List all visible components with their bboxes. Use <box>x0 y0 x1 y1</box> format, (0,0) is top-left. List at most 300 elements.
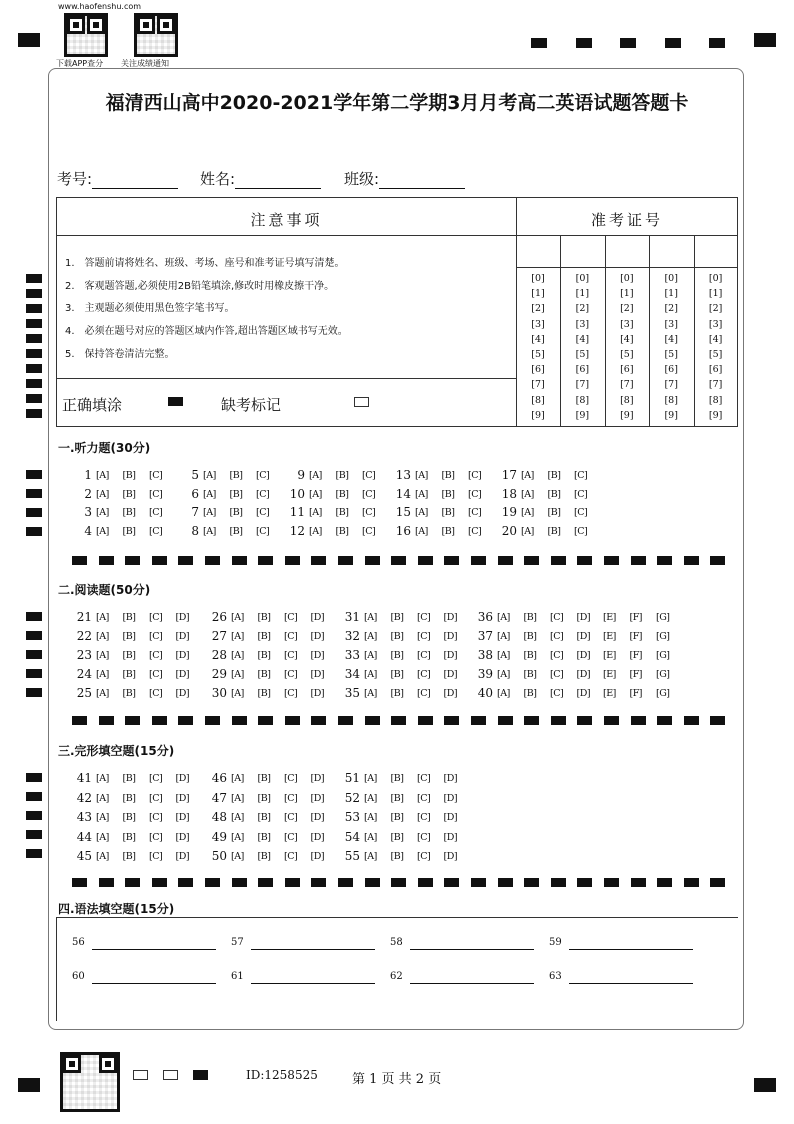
grammar-answer-line[interactable] <box>251 983 375 984</box>
admission-digit-bubble[interactable]: [6] <box>575 364 590 376</box>
answer-option-bubble[interactable]: [D] <box>175 631 190 642</box>
answer-option-bubble[interactable]: [C] <box>149 851 163 862</box>
answer-option-bubble[interactable]: [A] <box>309 470 322 481</box>
answer-option-bubble[interactable]: [D] <box>443 612 458 623</box>
answer-option-bubble[interactable]: [C] <box>417 812 431 823</box>
admission-digit-bubble[interactable]: [5] <box>575 349 590 360</box>
divider-dash <box>311 716 326 725</box>
answer-option-bubble[interactable]: [B] <box>122 669 136 680</box>
answer-option-bubble[interactable]: [A] <box>521 507 534 518</box>
answer-option-bubble[interactable]: [E] <box>603 612 616 623</box>
answer-option-bubble[interactable]: [A] <box>497 612 510 623</box>
answer-option-bubble[interactable]: [C] <box>149 612 163 623</box>
answer-option-bubble[interactable]: [B] <box>335 488 349 500</box>
side-timing-mark <box>26 334 42 343</box>
grammar-answer-line[interactable] <box>569 949 693 950</box>
answer-option-bubble[interactable]: [C] <box>149 631 163 642</box>
answer-option-bubble[interactable]: [C] <box>550 631 564 642</box>
grammar-answer-line[interactable] <box>251 949 375 950</box>
answer-option-bubble[interactable]: [C] <box>550 669 564 680</box>
admission-digit-bubble[interactable]: [1] <box>620 288 634 300</box>
admission-digit-bubble[interactable]: [5] <box>620 349 634 360</box>
answer-option-bubble[interactable]: [B] <box>441 470 455 481</box>
answer-option-bubble[interactable]: [C] <box>256 525 270 537</box>
answer-option-bubble[interactable]: [A] <box>96 792 109 804</box>
answer-option-bubble[interactable]: [D] <box>310 688 325 699</box>
answer-option-bubble[interactable]: [A] <box>96 669 109 680</box>
question-number: 14 <box>395 486 411 501</box>
answer-option-bubble[interactable]: [A] <box>364 688 377 699</box>
answer-option-bubble[interactable]: [C] <box>362 470 376 481</box>
answer-option-bubble[interactable]: [B] <box>122 470 136 481</box>
admission-digit-bubble[interactable]: [0] <box>531 273 545 284</box>
answer-option-bubble[interactable]: [B] <box>257 612 271 623</box>
admission-digit-bubble[interactable]: [6] <box>531 364 545 376</box>
answer-option-bubble[interactable]: [C] <box>284 631 298 642</box>
answer-option-bubble[interactable]: [A] <box>231 612 244 623</box>
answer-option-bubble[interactable]: [B] <box>257 812 271 823</box>
answer-option-bubble[interactable]: [B] <box>523 650 537 661</box>
answer-option-bubble[interactable]: [D] <box>443 688 458 699</box>
answer-option-bubble[interactable]: [G] <box>656 612 670 623</box>
answer-option-bubble[interactable]: [C] <box>417 851 431 862</box>
answer-option-bubble[interactable]: [B] <box>122 612 136 623</box>
answer-option-bubble[interactable]: [C] <box>468 507 482 518</box>
answer-option-bubble[interactable]: [C] <box>149 831 163 843</box>
admission-digit-bubble[interactable]: [2] <box>531 303 545 315</box>
answer-option-bubble[interactable]: [D] <box>310 650 325 661</box>
answer-option-bubble[interactable]: [D] <box>175 650 190 661</box>
answer-option-bubble[interactable]: [B] <box>335 525 349 537</box>
admission-digit-bubble[interactable]: [8] <box>531 394 545 406</box>
answer-option-bubble[interactable]: [D] <box>443 631 458 642</box>
side-timing-mark <box>26 792 42 801</box>
answer-option-bubble[interactable]: [B] <box>335 470 349 481</box>
admission-digit-bubble[interactable]: [4] <box>620 333 634 345</box>
answer-option-bubble[interactable]: [B] <box>122 507 136 518</box>
answer-option-bubble[interactable]: [A] <box>364 831 377 843</box>
answer-option-bubble[interactable]: [A] <box>203 507 216 518</box>
answer-option-bubble[interactable]: [A] <box>309 507 322 518</box>
answer-option-bubble[interactable]: [D] <box>175 792 190 804</box>
answer-option-bubble[interactable]: [C] <box>417 831 431 843</box>
answer-option-bubble[interactable]: [B] <box>229 470 243 481</box>
answer-option-bubble[interactable]: [D] <box>310 612 325 623</box>
answer-option-bubble[interactable]: [E] <box>603 669 616 680</box>
answer-option-bubble[interactable]: [B] <box>122 488 136 500</box>
answer-option-bubble[interactable]: [D] <box>576 669 591 680</box>
answer-option-bubble[interactable]: [A] <box>96 507 109 518</box>
answer-option-bubble[interactable]: [B] <box>523 631 537 642</box>
answer-option-bubble[interactable]: [C] <box>417 792 431 804</box>
question-number: 28 <box>211 648 227 662</box>
answer-option-bubble[interactable]: [A] <box>203 470 216 481</box>
answer-option-bubble[interactable]: [D] <box>310 812 325 823</box>
divider-dash <box>471 716 486 725</box>
answer-option-bubble[interactable]: [A] <box>364 812 377 823</box>
admission-digit-bubble[interactable]: [5] <box>531 349 545 360</box>
exam-number-label: 考号 <box>57 170 88 188</box>
answer-option-bubble[interactable]: [A] <box>415 470 428 481</box>
answer-option-bubble[interactable]: [C] <box>284 773 298 784</box>
answer-option-bubble[interactable]: [A] <box>309 525 322 537</box>
admission-digit-bubble[interactable]: [1] <box>708 288 723 300</box>
answer-option-bubble[interactable]: [B] <box>390 631 404 642</box>
answer-option-bubble[interactable]: [B] <box>257 851 271 862</box>
answer-option-bubble[interactable]: [C] <box>468 525 482 537</box>
answer-option-bubble[interactable]: [D] <box>443 669 458 680</box>
admission-digit-bubble[interactable]: [7] <box>575 379 590 391</box>
answer-option-bubble[interactable]: [E] <box>603 631 616 642</box>
answer-option-bubble[interactable]: [C] <box>256 507 270 518</box>
answer-option-bubble[interactable]: [A] <box>521 525 534 537</box>
answer-option-bubble[interactable]: [D] <box>175 773 190 784</box>
divider-dash <box>604 716 619 725</box>
answer-option-bubble[interactable]: [D] <box>576 688 591 699</box>
answer-option-bubble[interactable]: [D] <box>576 650 591 661</box>
admission-digit-bubble[interactable]: [0] <box>708 273 723 284</box>
answer-option-bubble[interactable]: [A] <box>415 507 428 518</box>
answer-option-bubble[interactable]: [B] <box>257 669 271 680</box>
answer-option-bubble[interactable]: [D] <box>576 631 591 642</box>
answer-option-bubble[interactable]: [D] <box>576 612 591 623</box>
answer-option-bubble[interactable]: [C] <box>149 650 163 661</box>
answer-option-bubble[interactable]: [A] <box>96 688 109 699</box>
admission-digit-bubble[interactable]: [7] <box>664 379 678 391</box>
answer-option-bubble[interactable]: [B] <box>547 488 561 500</box>
section-listening-title: 一.听力题(30分) <box>58 441 151 455</box>
admission-digit-bubble[interactable]: [7] <box>620 379 634 391</box>
answer-option-bubble[interactable]: [C] <box>149 669 163 680</box>
answer-option-bubble[interactable]: [C] <box>417 773 431 784</box>
answer-option-bubble[interactable]: [B] <box>390 792 404 804</box>
answer-option-bubble[interactable]: [C] <box>550 650 564 661</box>
answer-option-bubble[interactable]: [A] <box>96 525 109 537</box>
answer-option-bubble[interactable]: [A] <box>203 488 216 500</box>
answer-option-bubble[interactable]: [E] <box>603 650 616 661</box>
answer-option-bubble[interactable]: [C] <box>417 688 431 699</box>
notice-item-2: 2. 客观题答题,必须使用2B铅笔填涂,修改时用橡皮擦干净。 <box>65 281 335 292</box>
name-line[interactable] <box>235 174 321 189</box>
answer-option-bubble[interactable]: [A] <box>415 488 428 500</box>
answer-option-bubble[interactable]: [A] <box>364 851 377 862</box>
admission-digit-bubble[interactable]: [1] <box>664 288 678 300</box>
answer-option-bubble[interactable]: [G] <box>656 669 670 680</box>
admission-digit-bubble[interactable]: [4] <box>575 333 590 345</box>
answer-option-bubble[interactable]: [B] <box>229 488 243 500</box>
answer-option-bubble[interactable]: [B] <box>257 831 271 843</box>
admission-digit-bubble[interactable]: [1] <box>531 288 545 300</box>
answer-option-bubble[interactable]: [C] <box>284 851 298 862</box>
answer-option-bubble[interactable]: [D] <box>310 792 325 804</box>
divider-dash <box>285 716 300 725</box>
answer-option-bubble[interactable]: [A] <box>497 650 510 661</box>
answer-option-bubble[interactable]: [C] <box>417 650 431 661</box>
name-field[interactable]: 姓名: <box>200 168 321 189</box>
admission-digit-bubble[interactable]: [6] <box>620 364 634 376</box>
grammar-answer-line[interactable] <box>569 983 693 984</box>
answer-option-bubble[interactable]: [B] <box>523 669 537 680</box>
answer-option-bubble[interactable]: [C] <box>149 812 163 823</box>
answer-option-bubble[interactable]: [C] <box>417 631 431 642</box>
answer-option-bubble[interactable]: [B] <box>257 650 271 661</box>
answer-option-bubble[interactable]: [A] <box>415 525 428 537</box>
answer-option-bubble[interactable]: [A] <box>96 851 109 862</box>
answer-option-bubble[interactable]: [A] <box>231 773 244 784</box>
answer-option-bubble[interactable]: [B] <box>122 792 136 804</box>
answer-option-bubble[interactable]: [A] <box>96 831 109 843</box>
answer-option-bubble[interactable]: [F] <box>629 631 643 642</box>
admission-digit-bubble[interactable]: [3] <box>531 318 545 330</box>
answer-option-bubble[interactable]: [B] <box>335 507 349 518</box>
admission-digit-bubble[interactable]: [9] <box>664 409 678 421</box>
answer-option-bubble[interactable]: [E] <box>603 688 616 699</box>
answer-option-bubble[interactable]: [A] <box>231 631 244 642</box>
answer-option-bubble[interactable]: [A] <box>203 525 216 537</box>
answer-option-bubble[interactable]: [C] <box>468 470 482 481</box>
exam-number-field[interactable]: 考号: <box>57 168 178 189</box>
answer-option-bubble[interactable]: [C] <box>550 688 564 699</box>
admission-digit-bubble[interactable]: [0] <box>620 273 634 284</box>
answer-option-bubble[interactable]: [C] <box>284 792 298 804</box>
answer-option-bubble[interactable]: [A] <box>309 488 322 500</box>
class-field[interactable]: 班级: <box>344 168 465 189</box>
answer-option-bubble[interactable]: [A] <box>231 792 244 804</box>
answer-option-bubble[interactable]: [D] <box>175 688 190 699</box>
grammar-answer-line[interactable] <box>92 983 216 984</box>
admission-digit-bubble[interactable]: [8] <box>620 394 634 406</box>
answer-option-bubble[interactable]: [B] <box>547 507 561 518</box>
divider-dash <box>604 556 619 565</box>
admission-digit-bubble[interactable]: [7] <box>531 379 545 391</box>
admission-digit-bubble[interactable]: [9] <box>620 409 634 421</box>
admission-digit-bubble[interactable]: [7] <box>708 379 723 391</box>
answer-option-bubble[interactable]: [A] <box>364 650 377 661</box>
admission-digit-bubble[interactable]: [8] <box>664 394 678 406</box>
answer-option-bubble[interactable]: [D] <box>443 773 458 784</box>
answer-option-bubble[interactable]: [A] <box>521 470 534 481</box>
admission-digit-bubble[interactable]: [4] <box>664 333 678 345</box>
answer-option-bubble[interactable]: [A] <box>497 688 510 699</box>
answer-option-bubble[interactable]: [A] <box>231 650 244 661</box>
answer-option-bubble[interactable]: [D] <box>310 631 325 642</box>
answer-option-bubble[interactable]: [A] <box>231 831 244 843</box>
question-number: 9 <box>297 468 305 482</box>
answer-option-bubble[interactable]: [C] <box>362 507 376 518</box>
answer-option-bubble[interactable]: [D] <box>443 812 458 823</box>
grammar-answer-line[interactable] <box>410 949 534 950</box>
answer-option-bubble[interactable]: [F] <box>629 669 643 680</box>
answer-option-bubble[interactable]: [D] <box>443 851 458 862</box>
answer-option-bubble[interactable]: [A] <box>364 631 377 642</box>
answer-option-bubble[interactable]: [C] <box>417 669 431 680</box>
admission-digit-bubble[interactable]: [3] <box>664 318 678 330</box>
answer-option-bubble[interactable]: [C] <box>574 507 588 518</box>
answer-option-bubble[interactable]: [D] <box>175 612 190 623</box>
answer-option-bubble[interactable]: [B] <box>122 851 136 862</box>
admission-digit-bubble[interactable]: [3] <box>575 318 590 330</box>
answer-option-bubble[interactable]: [A] <box>96 612 109 623</box>
answer-option-bubble[interactable]: [B] <box>122 525 136 537</box>
answer-option-bubble[interactable]: [C] <box>362 525 376 537</box>
side-timing-mark <box>26 773 42 782</box>
answer-option-bubble[interactable]: [D] <box>175 831 190 843</box>
answer-option-bubble[interactable]: [C] <box>362 488 376 500</box>
answer-option-bubble[interactable]: [A] <box>231 688 244 699</box>
answer-option-bubble[interactable]: [A] <box>96 488 109 500</box>
answer-option-bubble[interactable]: [C] <box>574 525 588 537</box>
answer-option-bubble[interactable]: [D] <box>443 831 458 843</box>
answer-option-bubble[interactable]: [B] <box>523 612 537 623</box>
answer-option-bubble[interactable]: [C] <box>256 488 270 500</box>
answer-option-bubble[interactable]: [D] <box>443 792 458 804</box>
answer-option-bubble[interactable]: [A] <box>96 470 109 481</box>
answer-option-bubble[interactable]: [C] <box>284 669 298 680</box>
answer-option-bubble[interactable]: [C] <box>256 470 270 481</box>
answer-option-bubble[interactable]: [D] <box>175 812 190 823</box>
divider-dash <box>232 878 247 887</box>
answer-option-bubble[interactable]: [B] <box>441 525 455 537</box>
answer-option-bubble[interactable]: [B] <box>122 688 136 699</box>
answer-option-bubble[interactable]: [A] <box>364 669 377 680</box>
divider-dash <box>125 716 140 725</box>
answer-option-bubble[interactable]: [C] <box>149 688 163 699</box>
answer-option-bubble[interactable]: [B] <box>390 812 404 823</box>
answer-option-bubble[interactable]: [B] <box>441 488 455 500</box>
answer-option-bubble[interactable]: [B] <box>257 631 271 642</box>
answer-option-bubble[interactable]: [D] <box>310 773 325 784</box>
answer-option-bubble[interactable]: [A] <box>364 612 377 623</box>
exam-number-line[interactable] <box>92 174 178 189</box>
answer-option-bubble[interactable]: [A] <box>364 773 377 784</box>
answer-option-bubble[interactable]: [C] <box>149 470 163 481</box>
divider-dash <box>152 556 167 565</box>
answer-option-bubble[interactable]: [C] <box>468 488 482 500</box>
answer-option-bubble[interactable]: [F] <box>629 612 643 623</box>
answer-option-bubble[interactable]: [G] <box>656 631 670 642</box>
answer-option-bubble[interactable]: [D] <box>310 831 325 843</box>
answer-option-bubble[interactable]: [A] <box>364 792 377 804</box>
answer-option-bubble[interactable]: [B] <box>122 773 136 784</box>
answer-option-bubble[interactable]: [C] <box>284 612 298 623</box>
admission-digit-bubble[interactable]: [2] <box>575 303 590 315</box>
answer-option-bubble[interactable]: [A] <box>231 812 244 823</box>
answer-option-bubble[interactable]: [B] <box>257 773 271 784</box>
answer-option-bubble[interactable]: [C] <box>550 612 564 623</box>
answer-option-bubble[interactable]: [A] <box>96 650 109 661</box>
answer-option-bubble[interactable]: [B] <box>390 688 404 699</box>
answer-option-bubble[interactable]: [B] <box>547 525 561 537</box>
answer-option-bubble[interactable]: [B] <box>122 812 136 823</box>
answer-option-bubble[interactable]: [C] <box>284 812 298 823</box>
admission-digit-bubble[interactable]: [5] <box>664 349 678 360</box>
class-line[interactable] <box>379 174 465 189</box>
answer-option-bubble[interactable]: [C] <box>284 688 298 699</box>
answer-option-bubble[interactable]: [C] <box>574 488 588 500</box>
answer-option-bubble[interactable]: [D] <box>175 851 190 862</box>
answer-option-bubble[interactable]: [B] <box>390 669 404 680</box>
admission-digit-bubble[interactable]: [2] <box>620 303 634 315</box>
answer-option-bubble[interactable]: [A] <box>96 812 109 823</box>
answer-option-bubble[interactable]: [G] <box>656 650 670 661</box>
admission-digit-bubble[interactable]: [6] <box>664 364 678 376</box>
admission-digit-bubble[interactable]: [3] <box>620 318 634 330</box>
grammar-answer-line[interactable] <box>410 983 534 984</box>
answer-option-bubble[interactable]: [B] <box>441 507 455 518</box>
answer-option-bubble[interactable]: [A] <box>96 773 109 784</box>
admission-digit-bubble[interactable]: [8] <box>708 394 723 406</box>
admission-digit-bubble[interactable]: [6] <box>708 364 723 376</box>
answer-option-bubble[interactable]: [B] <box>523 688 537 699</box>
answer-option-bubble[interactable]: [C] <box>284 650 298 661</box>
absent-mark-box[interactable] <box>354 397 369 407</box>
admission-digit-bubble[interactable]: [2] <box>664 303 678 315</box>
admission-digit-bubble[interactable]: [9] <box>531 409 545 421</box>
answer-option-bubble[interactable]: [C] <box>417 612 431 623</box>
answer-option-bubble[interactable]: [B] <box>390 773 404 784</box>
answer-option-bubble[interactable]: [B] <box>257 688 271 699</box>
admission-digit-bubble[interactable]: [8] <box>575 394 590 406</box>
answer-option-bubble[interactable]: [B] <box>122 650 136 661</box>
answer-option-bubble[interactable]: [B] <box>390 831 404 843</box>
answer-option-bubble[interactable]: [A] <box>231 669 244 680</box>
question-number: 46 <box>211 771 227 785</box>
admission-digit-bubble[interactable]: [9] <box>575 409 590 421</box>
answer-option-bubble[interactable]: [B] <box>390 851 404 862</box>
answer-option-bubble[interactable]: [B] <box>229 507 243 518</box>
answer-option-bubble[interactable]: [A] <box>521 488 534 500</box>
answer-option-bubble[interactable]: [C] <box>149 507 163 518</box>
divider-dash <box>657 556 672 565</box>
answer-option-bubble[interactable]: [C] <box>574 470 588 481</box>
admission-digit-bubble[interactable]: [4] <box>708 333 723 345</box>
divider-dash <box>524 556 539 565</box>
answer-option-bubble[interactable]: [B] <box>122 831 136 843</box>
answer-option-bubble[interactable]: [B] <box>547 470 561 481</box>
answer-option-bubble[interactable]: [A] <box>497 669 510 680</box>
answer-option-bubble[interactable]: [B] <box>390 612 404 623</box>
answer-option-bubble[interactable]: [C] <box>284 831 298 843</box>
answer-option-bubble[interactable]: [D] <box>310 851 325 862</box>
answer-option-bubble[interactable]: [B] <box>257 792 271 804</box>
answer-option-bubble[interactable]: [C] <box>149 773 163 784</box>
admission-digit-bubble[interactable]: [2] <box>708 303 723 315</box>
answer-option-bubble[interactable]: [F] <box>629 650 643 661</box>
admission-digit-bubble[interactable]: [9] <box>708 409 723 421</box>
admission-digit-bubble[interactable]: [5] <box>708 349 723 360</box>
answer-option-bubble[interactable]: [A] <box>231 851 244 862</box>
answer-option-bubble[interactable]: [C] <box>149 792 163 804</box>
admission-digit-bubble[interactable]: [1] <box>575 288 590 300</box>
admission-digit-bubble[interactable]: [0] <box>575 273 590 284</box>
answer-option-bubble[interactable]: [G] <box>656 688 670 699</box>
answer-option-bubble[interactable]: [F] <box>629 688 643 699</box>
answer-option-bubble[interactable]: [B] <box>229 525 243 537</box>
admission-digit-bubble[interactable]: [4] <box>531 333 545 345</box>
admission-digit-bubble[interactable]: [0] <box>664 273 678 284</box>
admission-digit-bubble[interactable]: [3] <box>708 318 723 330</box>
answer-option-bubble[interactable]: [C] <box>149 525 163 537</box>
answer-option-bubble[interactable]: [A] <box>96 631 109 642</box>
answer-option-bubble[interactable]: [D] <box>443 650 458 661</box>
answer-option-bubble[interactable]: [A] <box>497 631 510 642</box>
answer-option-bubble[interactable]: [D] <box>310 669 325 680</box>
answer-option-bubble[interactable]: [C] <box>149 488 163 500</box>
answer-option-bubble[interactable]: [D] <box>175 669 190 680</box>
answer-option-bubble[interactable]: [B] <box>390 650 404 661</box>
answer-option-bubble[interactable]: [B] <box>122 631 136 642</box>
grammar-answer-line[interactable] <box>92 949 216 950</box>
